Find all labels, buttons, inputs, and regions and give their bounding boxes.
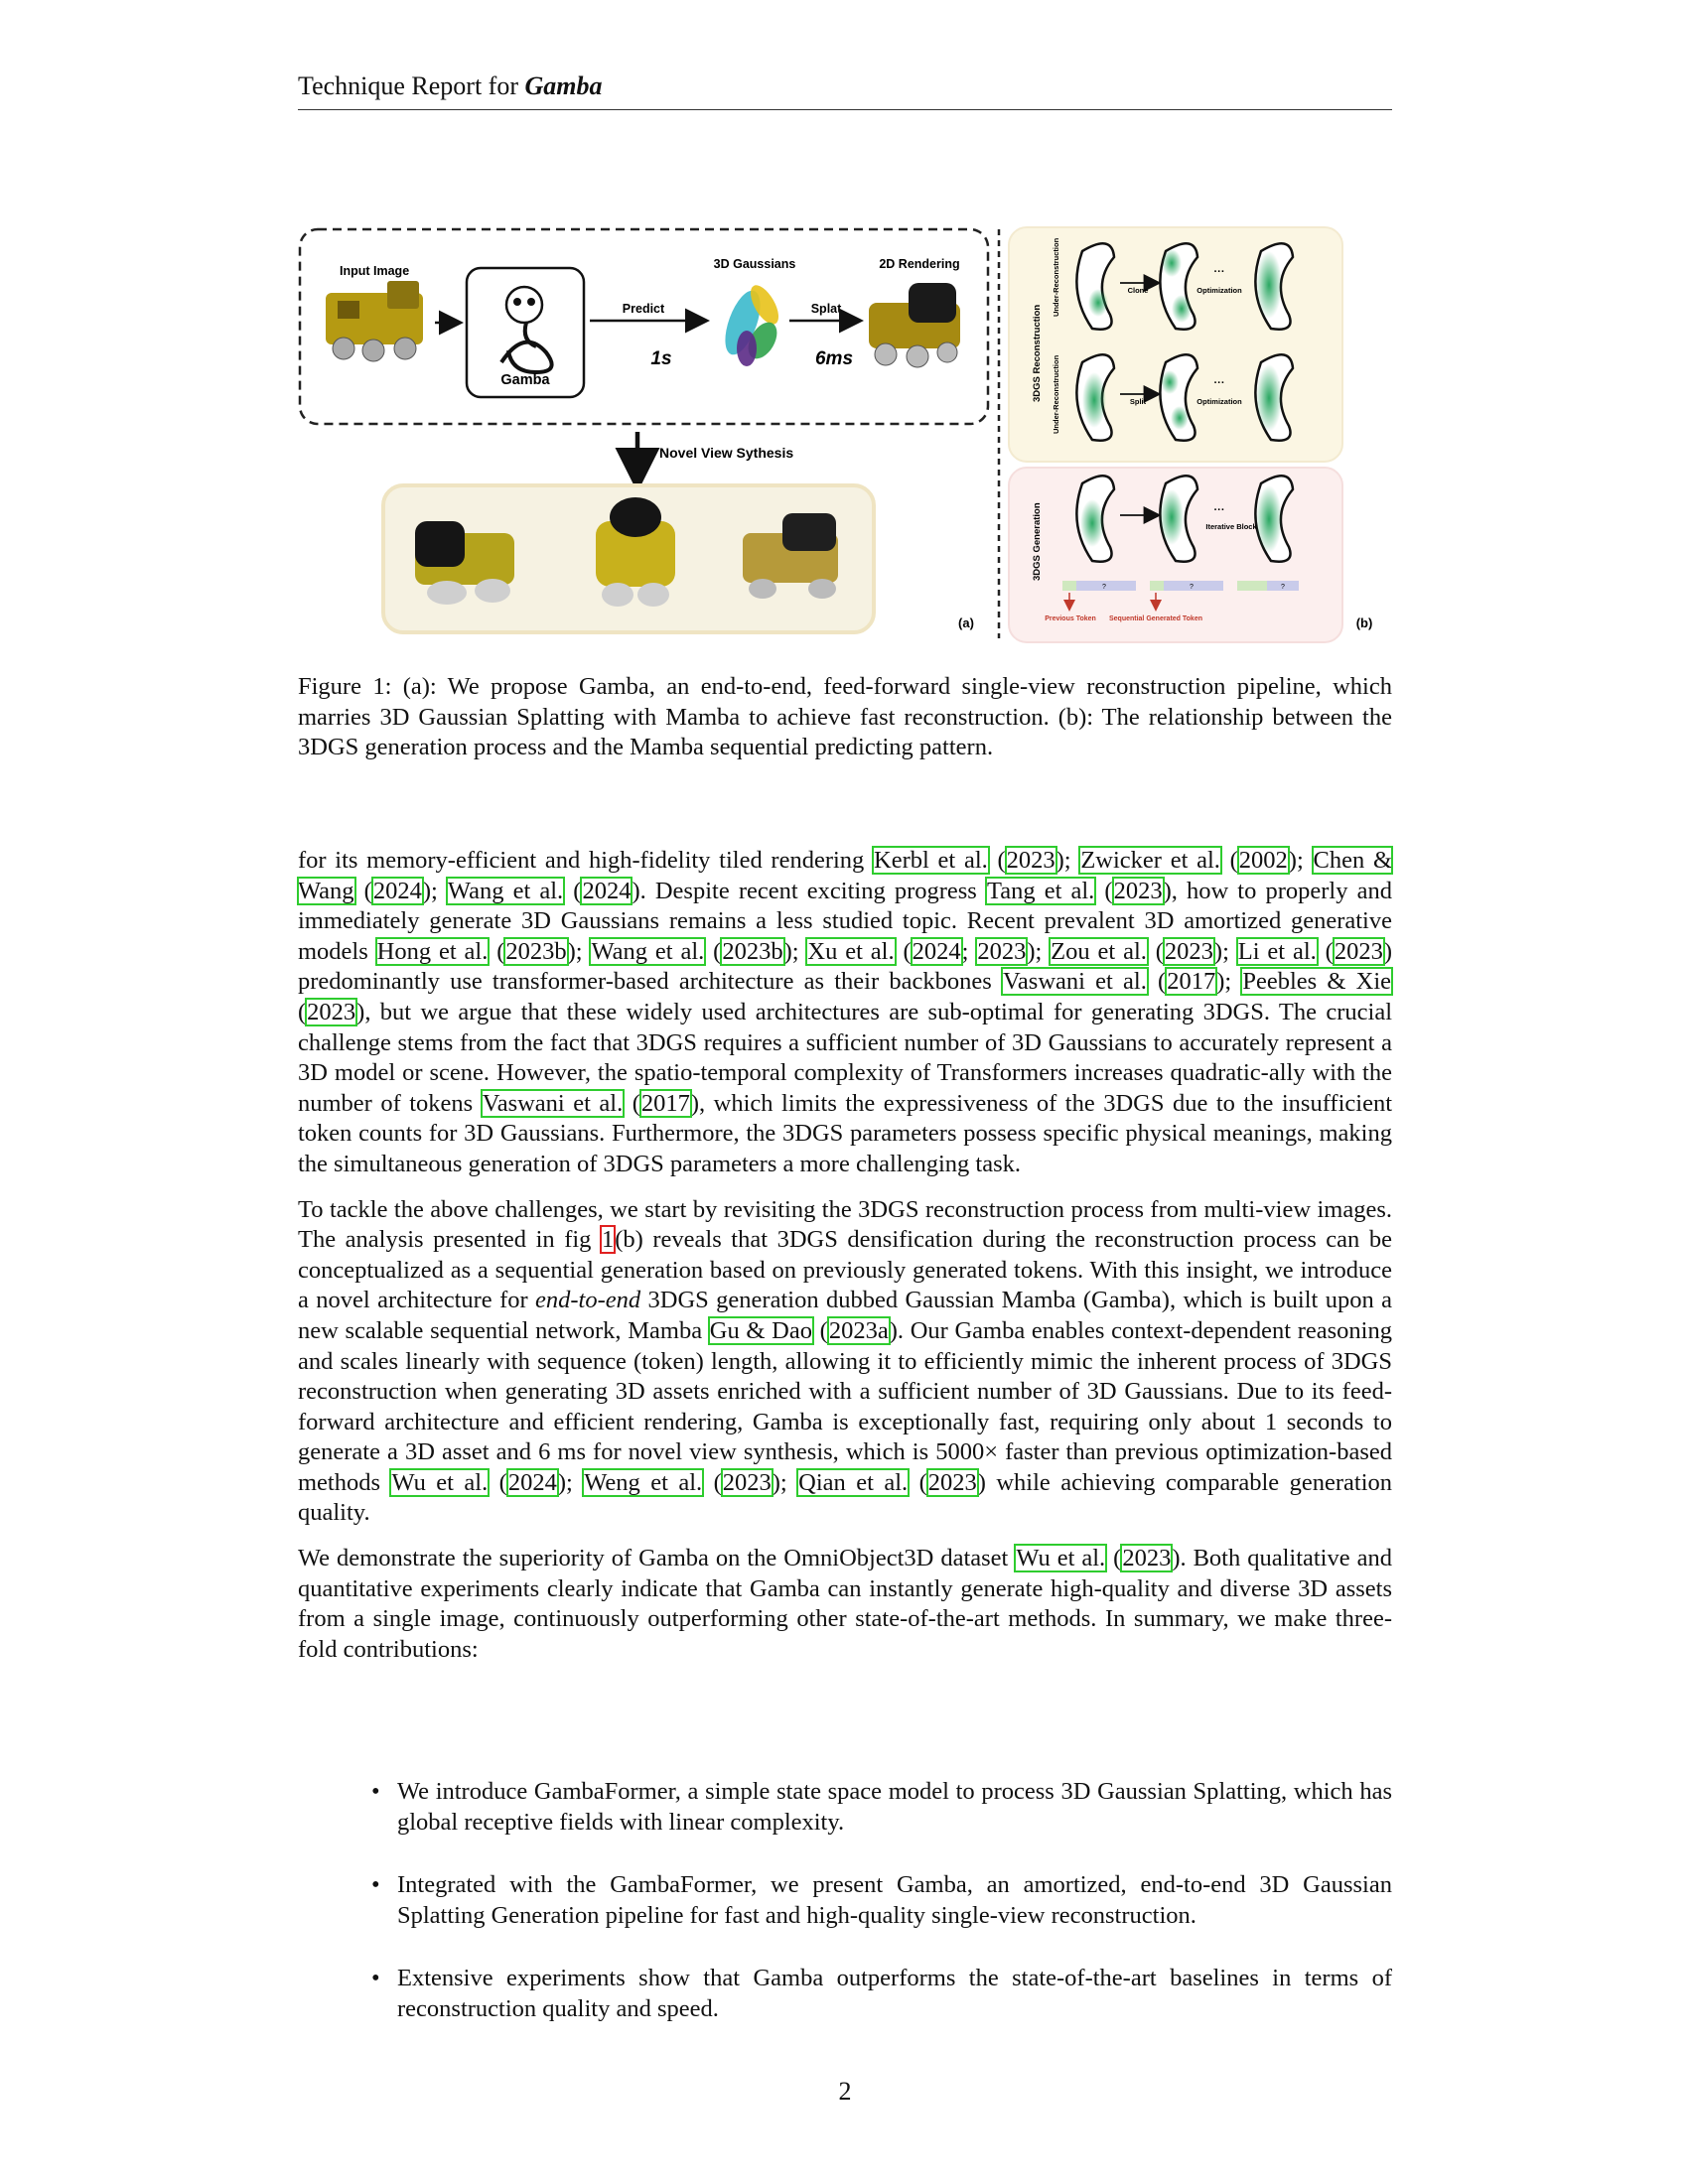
input-image-label: Input Image <box>340 264 410 278</box>
clone-label: Clone <box>1127 286 1149 295</box>
dots-3: ··· <box>1213 504 1225 516</box>
predict-time: 1s <box>650 348 672 369</box>
bullet-icon: • <box>371 1965 380 1992</box>
figure-1 <box>298 223 1392 650</box>
citation-link[interactable]: Wu et al. <box>391 1468 489 1496</box>
dots-2: ··· <box>1213 377 1225 389</box>
citation-link[interactable]: Wu et al. <box>1016 1545 1106 1572</box>
citation-link[interactable]: Xu et al. <box>807 937 895 965</box>
citation-year-link[interactable]: 2017 <box>640 1089 690 1117</box>
paragraph-3: We demonstrate the superiority of Gamba on the OmniObject3D dataset Wu et al. (2023). Both qualitative and quantitative experiments clearly indicate that Gamba can instantly generate high-quality and diverse 3D assets from a single image, continuously outperforming other state-of-the-art methods. In summary, we make three-fold contributions: <box>298 1545 1392 1663</box>
citation-year-link[interactable]: 2023 <box>1334 937 1383 965</box>
token-row <box>1062 581 1299 591</box>
header-prefix: Technique Report for <box>298 71 525 100</box>
predict-label: Predict <box>622 302 665 316</box>
citation-link[interactable]: Peebles & Xie <box>1242 968 1391 996</box>
citation-year-link[interactable]: 2023b <box>505 937 567 965</box>
citation-year-link[interactable]: 2023a <box>828 1316 889 1344</box>
page-number: 2 <box>838 2077 852 2106</box>
dots-1: ··· <box>1213 266 1225 278</box>
paper-page <box>298 0 1392 2184</box>
figure-ref-link[interactable]: 1 <box>601 1226 615 1254</box>
token-q-3: ? <box>1281 584 1285 591</box>
citation-link[interactable]: Vaswani et al. <box>482 1089 624 1117</box>
citation-link[interactable]: Wang et al. <box>447 877 564 904</box>
paragraph-2: To tackle the above challenges, we start by revisiting the 3DGS reconstruction process from multi-view images. The analysis presented in fig 1(b) reveals that 3DGS densification during the reconstruction process can be conceptualized as a sequential generation based on previously generated tokens. With this insight, we introduce a novel architecture for end-to-end 3DGS generation dubbed Gaussian Mamba (Gamba), which is built upon a new scalable sequential network, Mamba Gu & Dao (2023a). Our Gamba enables context-dependent reasoning and scales linearly with sequence (token) length, allowing it to efficiently mimic the inherent process of 3DGS reconstruction when generating 3D assets enriched with a sufficient number of 3D Gaussians. Due to its feed-forward architecture and efficient rendering, Gamba is exceptionally fast, requiring only about 1 seconds to generate a 3D asset and 6 ms for novel view synthesis, which is 5000× faster than previous optimization-based methods Wu et al. (2024); Weng et al. (2023); Qian et al. (2023) while achieving comparable generation quality. <box>298 1195 1392 1527</box>
citation-link[interactable]: Vaswani et al. <box>1002 968 1147 996</box>
novel-view-label: Novel View Sythesis <box>659 445 794 461</box>
rendering-label: 2D Rendering <box>879 257 960 271</box>
rendered-train-image <box>869 283 960 367</box>
citation-year-link[interactable]: 2024 <box>372 877 422 904</box>
iterative-block-label: Iterative Block <box>1205 522 1257 531</box>
citation-link[interactable]: Zwicker et al. <box>1080 847 1220 874</box>
citation-year-link[interactable]: 2023 <box>977 937 1027 965</box>
citation-year-link[interactable]: 2023 <box>1006 847 1055 874</box>
input-train-image <box>326 281 423 361</box>
citation-year-link[interactable]: 2017 <box>1167 968 1216 996</box>
citation-year-link[interactable]: 2024 <box>507 1468 557 1496</box>
recon-label: 3DGS Reconstruction <box>1032 304 1043 402</box>
header-model-name: Gamba <box>524 71 603 100</box>
bullet-icon: • <box>371 1871 380 1899</box>
list-item: • We introduce GambaFormer, a simple state space model to process 3D Gaussian Splatting, which has global receptive fields with linear complexity. <box>371 1778 1392 1836</box>
citation-year-link[interactable]: 2023 <box>1122 1545 1172 1572</box>
contributions-list <box>298 1777 1392 2058</box>
bullet-icon: • <box>371 1778 380 1805</box>
list-item: • Extensive experiments show that Gamba outperforms the state-of-the-art baselines in terms of reconstruction quality and speed. <box>371 1965 1392 2022</box>
citation-link[interactable]: Kerbl et al. <box>874 847 988 874</box>
gaussian-blobs-icon <box>718 281 783 366</box>
splat-time: 6ms <box>814 348 854 369</box>
body-text <box>298 846 1392 1680</box>
citation-year-link[interactable]: 2023 <box>1164 937 1213 965</box>
citation-year-link[interactable]: 2024 <box>582 877 632 904</box>
split-label: Split <box>1129 397 1147 406</box>
citation-link[interactable]: Hong et al. <box>376 937 489 965</box>
under-recon-label: Under-Reconstruction <box>1052 237 1060 317</box>
optimization-label-1: Optimization <box>1196 286 1242 295</box>
citation-year-link[interactable]: 2023 <box>1113 877 1163 904</box>
citation-year-link[interactable]: 2024 <box>912 937 961 965</box>
token-q-2: ? <box>1190 584 1194 591</box>
citation-link[interactable]: Qian et al. <box>798 1468 909 1496</box>
running-header <box>298 69 1392 110</box>
gamba-label: Gamba <box>500 372 550 388</box>
citation-link[interactable]: Li et al. <box>1237 937 1317 965</box>
citation-link[interactable]: Weng et al. <box>584 1468 703 1496</box>
citation-link[interactable]: Wang et al. <box>591 937 705 965</box>
citation-year-link[interactable]: 2023 <box>307 998 356 1025</box>
list-item: • Integrated with the GambaFormer, we present Gamba, an amortized, end-to-end 3D Gaussian Splatting Generation pipeline for fast and high-quality single-view reconstruction. <box>371 1871 1392 1929</box>
figure-caption: Figure 1: (a): We propose Gamba, an end-to-end, feed-forward single-view reconstruction pipeline, which marries 3D Gaussian Splatting with Mamba to achieve fast reconstruction. (b): The relationship between the 3DGS generation process and the Mamba sequential predicting pattern. <box>298 673 1392 760</box>
splat-label: Splat <box>810 302 842 316</box>
citation-link[interactable]: Chen & Wang <box>298 847 1392 904</box>
over-recon-label: Under-Reconstruction <box>1052 354 1060 434</box>
previous-token-label: Previous Token <box>1045 615 1096 622</box>
panel-a-tag: (a) <box>958 615 974 630</box>
citation-link[interactable]: Tang et al. <box>986 877 1095 904</box>
novel-view-1 <box>415 521 514 605</box>
citation-year-link[interactable]: 2023 <box>927 1468 977 1496</box>
panel-b-tag: (b) <box>1355 615 1373 630</box>
token-q-1: ? <box>1102 584 1106 591</box>
citation-year-link[interactable]: 2023b <box>722 937 783 965</box>
gaussians-label: 3D Gaussians <box>713 257 796 271</box>
citation-year-link[interactable]: 2023 <box>722 1468 772 1496</box>
citation-link[interactable]: Gu & Dao <box>709 1316 812 1344</box>
gen-label: 3DGS Generation <box>1032 502 1043 581</box>
paragraph-1: for its memory-efficient and high-fidelity tiled rendering Kerbl et al. (2023); Zwicker et al. (2002); Chen & Wang (2024); Wang et al. (2024). Despite recent exciting progress Tang et al. (2023), how to properly and immediately generate 3D Gaussians remains a less studied topic. Recent prevalent 3D amortized generative models Hong et al. (2023b); Wang et al. (2023b); Xu et al. (2024; 2023); Zou et al. (2023); Li et al. (2023) predominantly use transformer-based architecture as their backbones Vaswani et al. (2017); Peebles & Xie (2023), but we argue that these widely used architectures are sub-optimal for generating 3DGS. The crucial challenge stems from the fact that 3DGS requires a sufficient number of 3D Gaussians to accurately represent a 3D model or scene. However, the spatio-temporal complexity of Transformers increases quadratic-ally with the number of tokens Vaswani et al. (2017), which limits the expressiveness of the 3DGS due to the insufficient token counts for 3D Gaussians. Furthermore, the 3DGS parameters possess specific physical meanings, making the simultaneous generation of 3DGS parameters a more challenging task. <box>298 847 1392 1177</box>
figure-1-graphic <box>298 223 1392 650</box>
optimization-label-2: Optimization <box>1196 397 1242 406</box>
citation-link[interactable]: Zou et al. <box>1051 937 1147 965</box>
citation-year-link[interactable]: 2002 <box>1238 847 1288 874</box>
sequential-token-label: Sequential Generated Token <box>1108 615 1203 622</box>
